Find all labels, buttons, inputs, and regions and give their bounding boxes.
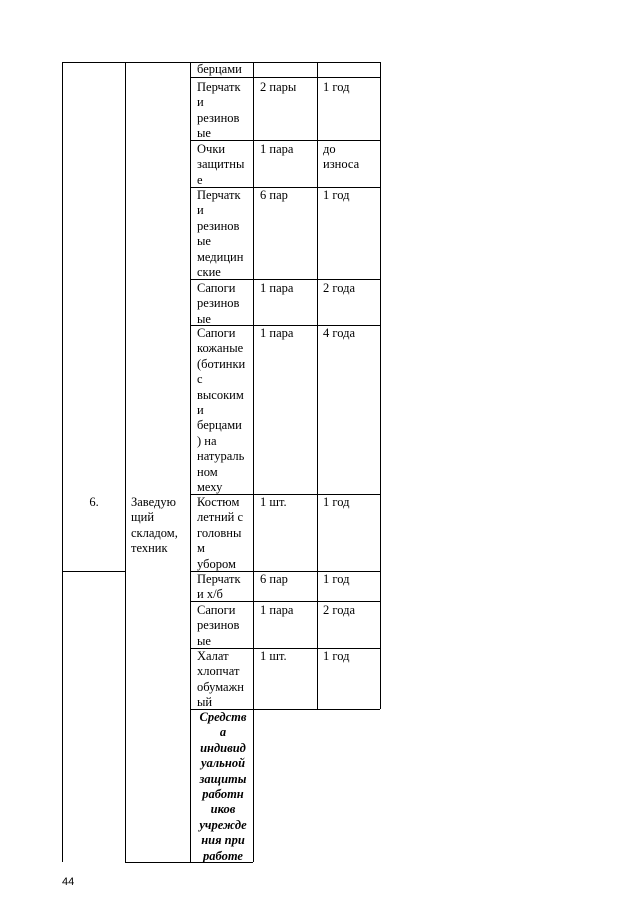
table-cell-item: Халат хлопчат обумажн ый [197,649,244,710]
table-cell-qty: 6 пар [260,572,288,586]
table-cell-item: Сапоги кожаные (ботинки с высоким и берцами ) на натураль ном меху [197,326,246,495]
table-cell-term: 2 года [323,603,355,617]
table-border [62,571,125,572]
section-heading: Средств а индивид уальной защиты работн иков учрежде ния при работе [199,710,247,863]
table-cell-number: 6. [89,495,99,509]
table-cell-position: Заведую щий складом, техник [131,495,178,556]
table-cell-term: до износа [323,142,360,172]
table-cell-term: 4 года [323,326,355,340]
table-cell-term: 1 год [323,80,350,94]
table-cell-item: Сапоги резинов ые [197,603,240,648]
table-cell-item: Перчатк и х/б [197,572,241,602]
table-cell-qty: 2 пары [260,80,297,94]
table-cell-term: 2 года [323,281,355,295]
table-border [125,62,126,862]
table-cell-term: 1 год [323,572,350,586]
table-cell-qty: 1 пара [260,603,294,617]
table-cell-item: Перчатк и резинов ые медицин ские [197,188,244,280]
table-cell-item: Перчатк и резинов ые [197,80,241,141]
page-number: 44 [62,876,75,888]
table-cell-qty: 1 шт. [260,649,287,663]
table-border [317,62,318,709]
table-cell-qty: 1 пара [260,326,294,340]
table-cell-term: 1 год [323,495,350,509]
table-border [62,62,63,862]
table-cell-term: 1 год [323,649,350,663]
table-cell-term: 1 год [323,188,350,202]
table-cell-item: Сапоги резинов ые [197,281,240,326]
table-border [380,62,381,709]
table-cell-item: Очки защитны е [197,142,245,187]
table-cell-qty: 6 пар [260,188,288,202]
table-cell-item: берцами [197,62,242,76]
table-cell-qty: 1 шт. [260,495,287,509]
table-cell-qty: 1 пара [260,281,294,295]
table-cell-qty: 1 пара [260,142,294,156]
table-cell-item: Костюм летний с головны м убором [197,495,243,571]
